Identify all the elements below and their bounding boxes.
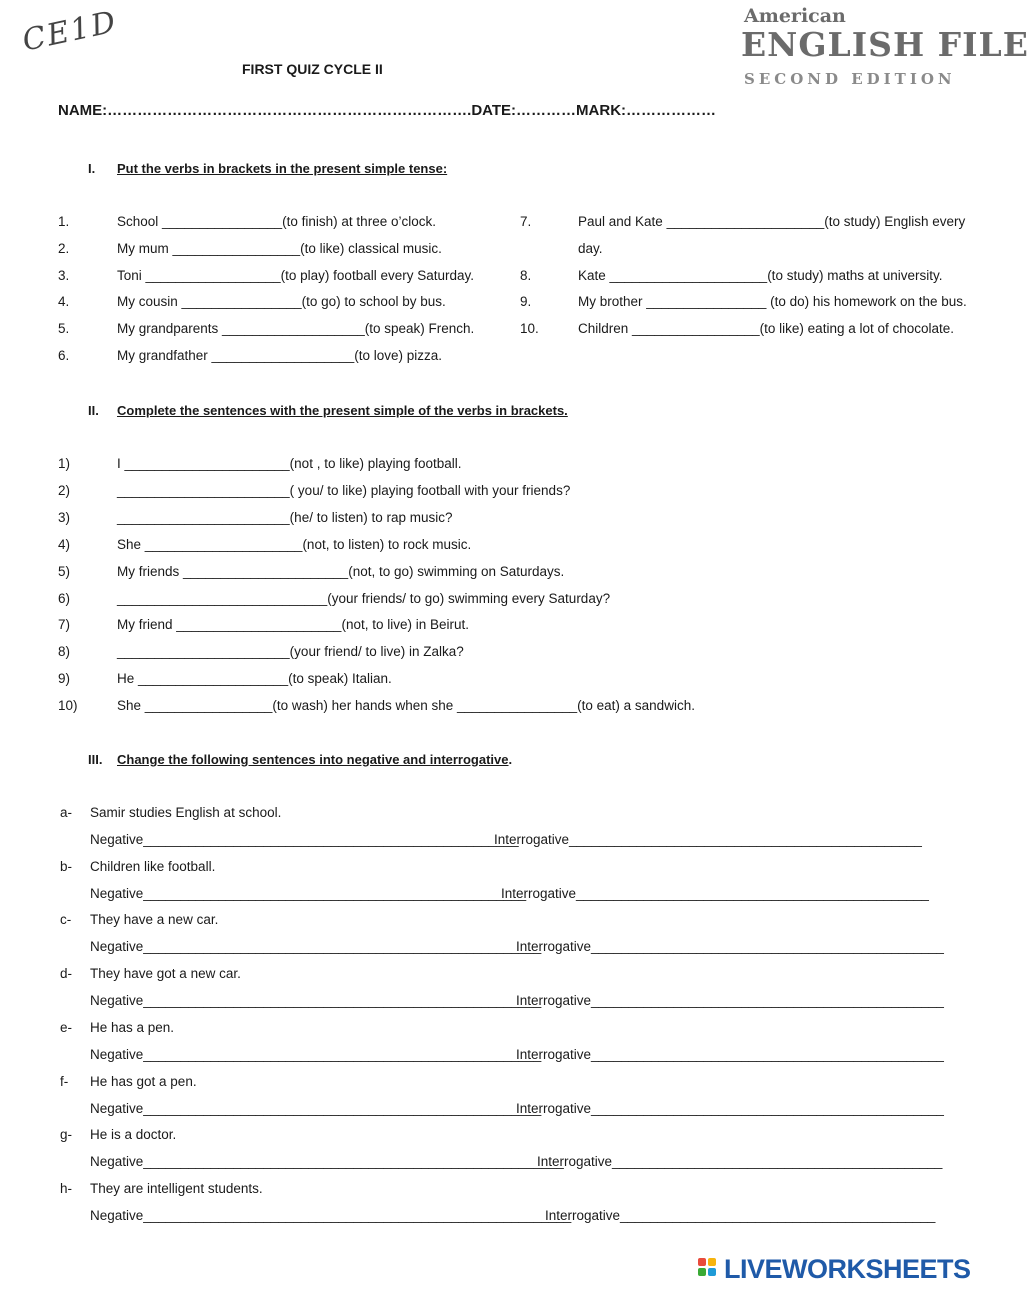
exercise-1-item-text: My brother ________________ (to do) his homework on the bus.: [578, 294, 967, 310]
liveworksheets-logo-icon: [698, 1258, 722, 1282]
exercise-1-item-text: My cousin ________________(to go) to school by bus.: [117, 294, 446, 310]
exercise-1-item-text: day.: [578, 240, 603, 256]
exercise-2-item-number: 10): [58, 698, 78, 714]
exercise-2-item-text: _______________________(he/ to listen) to rap music?: [117, 509, 453, 525]
exercise-1-item-number: 5.: [58, 321, 70, 337]
exercise-3-sentence: They have a new car.: [90, 912, 219, 928]
exercise-2-item-text: I ______________________(not , to like) playing football.: [117, 456, 462, 471]
exercise-2-item-text: _______________________( you/ to like) playing football with your friends?: [117, 482, 571, 498]
exercise-3-interrogative-line: Interrogative_______________________________________________: [516, 1100, 944, 1116]
logo-square-yellow: [708, 1258, 716, 1266]
exercise-1-item-number: 6.: [58, 348, 70, 363]
section-2-number: II.: [88, 403, 99, 418]
exercise-3-negative-line: Negative_____________________________________________________: [90, 939, 542, 955]
exercise-3-sentence: Samir studies English at school.: [90, 805, 282, 820]
logo-square-red: [698, 1258, 706, 1266]
exercise-3-item-letter: c-: [60, 912, 72, 928]
exercise-2-item-number: 3): [58, 509, 71, 525]
exercise-1-item-number: 4.: [58, 294, 70, 310]
exercise-3-negative-line: Negative_____________________________________________________: [90, 993, 542, 1009]
logo-square-blue: [708, 1268, 716, 1276]
exercise-3-negative-line: Negative___________________________________________________: [90, 885, 527, 901]
exercise-3-interrogative-line: Interrogative_______________________________________________: [516, 993, 944, 1009]
exercise-1-item-text: My mum _________________(to like) classical music.: [117, 240, 442, 256]
exercise-3-interrogative-line: Interrogative_______________________________________________: [501, 885, 929, 901]
exercise-3-sentence: He has got a pen.: [90, 1073, 197, 1089]
exercise-3-negative-line: Negative_____________________________________________________: [90, 1100, 542, 1116]
exercise-2-item-text: ____________________________(your friends/ to go) swimming every Saturday?: [117, 590, 611, 606]
exercise-2-item-text: She _________________(to wash) her hands when she ________________(to eat) a sandwich.: [117, 698, 695, 714]
quiz-title: FIRST QUIZ CYCLE II: [242, 61, 383, 77]
exercise-2-item-text: My friend ______________________(not, to live) in Beirut.: [117, 617, 469, 633]
exercise-1-item-text: My grandparents ___________________(to speak) French.: [117, 321, 475, 337]
exercise-3-item-letter: g-: [60, 1127, 73, 1143]
section-3-title-wrap: [117, 752, 512, 767]
exercise-1-item-number: 1.: [58, 214, 70, 229]
exercise-2-item-number: 1): [58, 456, 71, 471]
section-1-number: I.: [88, 161, 96, 176]
exercise-3-negative-line: Negative_________________________________________________________: [90, 1207, 572, 1223]
exercise-3-interrogative-line: Interrogative____________________________________________: [537, 1154, 943, 1170]
exercise-1-item-text: School ________________(to finish) at three o’clock.: [117, 214, 436, 229]
exercise-1-item-text: Toni __________________(to play) football every Saturday.: [117, 267, 475, 283]
exercise-3-sentence: They are intelligent students.: [90, 1180, 263, 1196]
exercise-1-item-text: Kate _____________________(to study) maths at university.: [578, 267, 943, 283]
exercise-2-item-text: She _____________________(not, to listen) to rock music.: [117, 536, 472, 552]
exercise-3-interrogative-line: Interrogative__________________________________________: [545, 1207, 936, 1223]
exercise-1-item-number: 2.: [58, 240, 70, 256]
exercise-1-item-number: 10.: [520, 321, 539, 337]
exercise-2-item-number: 6): [58, 590, 71, 606]
exercise-3-item-letter: a-: [60, 805, 73, 820]
exercise-3-interrogative-line: Interrogative_______________________________________________: [494, 832, 922, 847]
exercise-3-negative-line: Negative_____________________________________________________: [90, 1046, 542, 1062]
exercise-3-interrogative-line: Interrogative_______________________________________________: [516, 939, 944, 955]
exercise-2-item-number: 7): [58, 617, 71, 633]
exercise-3-item-letter: d-: [60, 966, 73, 982]
exercise-3-negative-line: Negative__________________________________________________: [90, 832, 519, 847]
section-3-title: Change the following sentences into negative and interrogative: [117, 752, 509, 767]
exercise-2-item-number: 8): [58, 644, 71, 660]
exercise-2-item-text: He ____________________(to speak) Italian.: [117, 671, 392, 687]
exercise-3-sentence: Children like football.: [90, 858, 216, 874]
exercise-3-sentence: He has a pen.: [90, 1019, 175, 1035]
brand-logo-edition: SECOND EDITION: [744, 70, 956, 88]
exercise-3-item-letter: f-: [60, 1073, 69, 1089]
exercise-3-sentence: They have got a new car.: [90, 966, 241, 982]
handwritten-mark: CE1D: [19, 4, 121, 59]
exercise-1-item-number: 7.: [520, 214, 532, 229]
exercise-3-item-letter: h-: [60, 1180, 73, 1196]
section-3-title-period: .: [508, 752, 513, 767]
exercise-2-item-number: 9): [58, 671, 71, 687]
section-2-title: Complete the sentences with the present simple of the verbs in brackets.: [117, 403, 568, 418]
name-date-mark-line: NAME:……………………………………………………………….DATE:…………MARK:………………: [58, 102, 717, 119]
exercise-2-item-text: My friends ______________________(not, to go) swimming on Saturdays.: [117, 563, 565, 579]
logo-square-green: [698, 1268, 706, 1276]
brand-logo-title: ENGLISH FILE: [741, 25, 1029, 64]
exercise-3-sentence: He is a doctor.: [90, 1127, 177, 1143]
exercise-1-item-text: Paul and Kate _____________________(to study) English every: [578, 214, 966, 229]
exercise-2-item-number: 2): [58, 482, 71, 498]
exercise-2-item-number: 5): [58, 563, 71, 579]
exercise-1-item-number: 8.: [520, 267, 532, 283]
exercise-1-item-number: 9.: [520, 294, 532, 310]
exercise-3-negative-line: Negative________________________________________________________: [90, 1154, 564, 1170]
exercise-3-interrogative-line: Interrogative_______________________________________________: [516, 1046, 944, 1062]
brand-logo-american: American: [744, 5, 846, 27]
section-3-number: III.: [88, 752, 103, 767]
exercise-1-item-text: My grandfather ___________________(to love) pizza.: [117, 348, 442, 363]
section-1-title: Put the verbs in brackets in the present simple tense:: [117, 161, 448, 176]
exercise-2-item-number: 4): [58, 536, 71, 552]
liveworksheets-logo-text: LIVEWORKSHEETS: [724, 1254, 971, 1284]
exercise-2-item-text: _______________________(your friend/ to live) in Zalka?: [117, 644, 464, 660]
exercise-1-item-number: 3.: [58, 267, 70, 283]
exercise-3-item-letter: e-: [60, 1019, 73, 1035]
exercise-1-item-text: Children _________________(to like) eating a lot of chocolate.: [578, 321, 955, 337]
exercise-3-item-letter: b-: [60, 858, 73, 874]
